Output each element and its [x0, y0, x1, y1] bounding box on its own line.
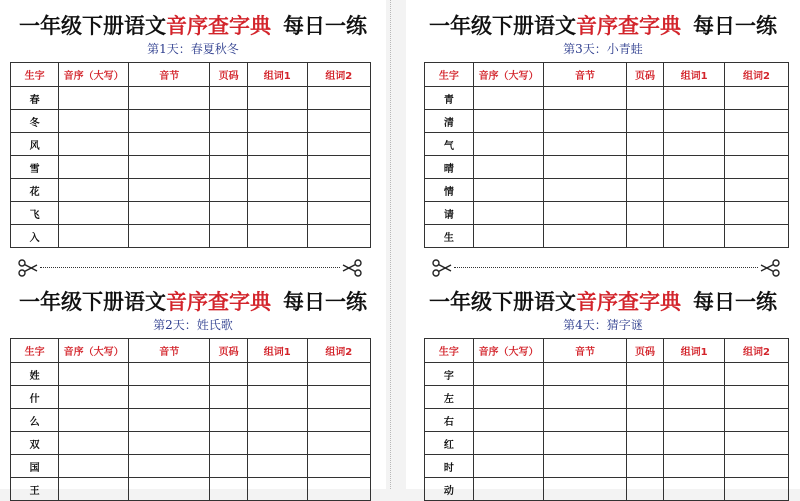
answer-cell[interactable]: [247, 156, 307, 179]
answer-cell[interactable]: [664, 179, 724, 202]
answer-cell[interactable]: [210, 202, 247, 225]
answer-cell[interactable]: [626, 110, 664, 133]
answer-cell[interactable]: [307, 110, 370, 133]
character-cell: 王: [11, 478, 59, 501]
answer-cell[interactable]: [473, 432, 544, 455]
table-row: [425, 409, 789, 432]
answer-cell[interactable]: [59, 110, 129, 133]
answer-cell[interactable]: [626, 179, 664, 202]
column-header: 页码: [210, 63, 247, 87]
answer-cell[interactable]: [664, 110, 724, 133]
answer-cell[interactable]: [59, 202, 129, 225]
answer-cell[interactable]: [473, 133, 544, 156]
answer-cell[interactable]: [473, 363, 544, 386]
character-cell: 飞: [11, 202, 59, 225]
column-header: 页码: [626, 339, 664, 363]
column-header: 音节: [129, 63, 210, 87]
answer-cell[interactable]: [544, 156, 626, 179]
table-row: [11, 363, 371, 386]
answer-cell[interactable]: [473, 179, 544, 202]
worksheet-subtitle: 第4天：猜字谜: [563, 318, 643, 332]
title-highlight: 音序查字典: [166, 13, 271, 38]
column-header: 生字: [11, 63, 59, 87]
answer-cell[interactable]: [724, 225, 788, 248]
table-row: [425, 110, 789, 133]
answer-cell[interactable]: [129, 455, 210, 478]
page-divider: [390, 0, 392, 489]
answer-cell[interactable]: [129, 110, 210, 133]
character-cell: 红: [425, 432, 474, 455]
table-row: [11, 225, 371, 248]
answer-cell[interactable]: [544, 478, 626, 501]
answer-cell[interactable]: [210, 156, 247, 179]
answer-cell[interactable]: [307, 386, 370, 409]
character-cell: 晴: [425, 156, 474, 179]
answer-cell[interactable]: [664, 386, 724, 409]
answer-cell[interactable]: [724, 478, 788, 501]
character-cell: 动: [425, 478, 474, 501]
answer-cell[interactable]: [664, 478, 724, 501]
answer-cell[interactable]: [247, 432, 307, 455]
title-prefix: 一年级下册语文: [19, 289, 166, 314]
answer-cell[interactable]: [544, 409, 626, 432]
answer-cell[interactable]: [473, 156, 544, 179]
answer-cell[interactable]: [129, 363, 210, 386]
title-prefix: 一年级下册语文: [429, 13, 576, 38]
answer-cell[interactable]: [626, 478, 664, 501]
character-cell: 冬: [11, 110, 59, 133]
table-row: [425, 179, 789, 202]
answer-cell[interactable]: [59, 363, 129, 386]
character-cell: 国: [11, 455, 59, 478]
answer-cell[interactable]: [210, 363, 247, 386]
column-header: 生字: [11, 339, 59, 363]
column-header: 组词2: [307, 339, 370, 363]
answer-cell[interactable]: [473, 87, 544, 110]
title-suffix: 每日一练: [693, 13, 777, 38]
answer-cell[interactable]: [247, 133, 307, 156]
answer-cell[interactable]: [247, 110, 307, 133]
answer-cell[interactable]: [544, 455, 626, 478]
answer-cell[interactable]: [544, 87, 626, 110]
table-row: [425, 386, 789, 409]
answer-cell[interactable]: [247, 386, 307, 409]
answer-cell[interactable]: [129, 386, 210, 409]
character-cell: 春: [11, 87, 59, 110]
worksheet-page-right: [406, 0, 800, 497]
answer-cell[interactable]: [247, 179, 307, 202]
answer-cell[interactable]: [664, 363, 724, 386]
answer-cell[interactable]: [724, 87, 788, 110]
column-header: 音序（大写）: [59, 339, 129, 363]
answer-cell[interactable]: [473, 455, 544, 478]
column-header: 组词2: [724, 339, 788, 363]
worksheet-title: [406, 286, 800, 316]
worksheet-table: [10, 62, 371, 248]
answer-cell[interactable]: [544, 133, 626, 156]
answer-cell[interactable]: [473, 202, 544, 225]
cut-line: [18, 258, 362, 278]
column-header: 生字: [425, 63, 474, 87]
answer-cell[interactable]: [247, 363, 307, 386]
answer-cell[interactable]: [626, 202, 664, 225]
column-header: 页码: [626, 63, 664, 87]
title-suffix: 每日一练: [283, 289, 367, 314]
answer-cell[interactable]: [307, 409, 370, 432]
table-row: [11, 110, 371, 133]
answer-cell[interactable]: [247, 225, 307, 248]
answer-cell[interactable]: [59, 179, 129, 202]
answer-cell[interactable]: [307, 202, 370, 225]
answer-cell[interactable]: [544, 110, 626, 133]
table-row: [11, 409, 371, 432]
answer-cell[interactable]: [59, 156, 129, 179]
character-cell: 右: [425, 409, 474, 432]
answer-cell[interactable]: [544, 386, 626, 409]
answer-cell[interactable]: [544, 225, 626, 248]
answer-cell[interactable]: [544, 432, 626, 455]
answer-cell[interactable]: [210, 87, 247, 110]
answer-cell[interactable]: [210, 386, 247, 409]
answer-cell[interactable]: [59, 432, 129, 455]
table-row: [11, 432, 371, 455]
scissors-icon: [432, 258, 452, 278]
answer-cell[interactable]: [544, 179, 626, 202]
character-cell: 花: [11, 179, 59, 202]
answer-cell[interactable]: [473, 409, 544, 432]
answer-cell[interactable]: [210, 409, 247, 432]
title-suffix: 每日一练: [283, 13, 367, 38]
answer-cell[interactable]: [307, 225, 370, 248]
title-prefix: 一年级下册语文: [429, 289, 576, 314]
column-header: 音节: [129, 339, 210, 363]
answer-cell[interactable]: [307, 432, 370, 455]
answer-cell[interactable]: [59, 478, 129, 501]
answer-cell[interactable]: [664, 455, 724, 478]
answer-cell[interactable]: [210, 133, 247, 156]
answer-cell[interactable]: [626, 455, 664, 478]
character-cell: 气: [425, 133, 474, 156]
answer-cell[interactable]: [626, 225, 664, 248]
answer-cell[interactable]: [664, 202, 724, 225]
character-cell: 姓: [11, 363, 59, 386]
answer-cell[interactable]: [307, 179, 370, 202]
table-row: [425, 432, 789, 455]
scissors-icon: [760, 258, 780, 278]
answer-cell[interactable]: [473, 386, 544, 409]
answer-cell[interactable]: [210, 179, 247, 202]
worksheet-subtitle: 第3天：小青蛙: [563, 42, 643, 56]
cut-line: [432, 258, 780, 278]
answer-cell[interactable]: [210, 225, 247, 248]
answer-cell[interactable]: [247, 87, 307, 110]
column-header: 页码: [210, 339, 247, 363]
answer-cell[interactable]: [307, 156, 370, 179]
answer-cell[interactable]: [129, 432, 210, 455]
answer-cell[interactable]: [210, 110, 247, 133]
column-header: 音序（大写）: [473, 63, 544, 87]
answer-cell[interactable]: [664, 225, 724, 248]
answer-cell[interactable]: [664, 87, 724, 110]
answer-cell[interactable]: [129, 179, 210, 202]
answer-cell[interactable]: [664, 156, 724, 179]
answer-cell[interactable]: [307, 87, 370, 110]
worksheet-table: [424, 62, 789, 248]
worksheet-title: [0, 286, 386, 316]
character-cell: 么: [11, 409, 59, 432]
answer-cell[interactable]: [129, 156, 210, 179]
column-header: 音节: [544, 63, 626, 87]
column-header: 音节: [544, 339, 626, 363]
column-header: 组词2: [724, 63, 788, 87]
title-highlight: 音序查字典: [576, 13, 681, 38]
table-row: [11, 156, 371, 179]
answer-cell[interactable]: [724, 179, 788, 202]
answer-cell[interactable]: [59, 87, 129, 110]
answer-cell[interactable]: [129, 225, 210, 248]
table-row: [425, 225, 789, 248]
answer-cell[interactable]: [247, 455, 307, 478]
character-cell: 风: [11, 133, 59, 156]
column-header: 音序（大写）: [59, 63, 129, 87]
answer-cell[interactable]: [473, 110, 544, 133]
column-header: 组词1: [247, 63, 307, 87]
table-row: [11, 455, 371, 478]
answer-cell[interactable]: [724, 386, 788, 409]
character-cell: 时: [425, 455, 474, 478]
answer-cell[interactable]: [210, 455, 247, 478]
worksheet-title: [406, 10, 800, 40]
answer-cell[interactable]: [129, 478, 210, 501]
table-row: [11, 133, 371, 156]
answer-cell[interactable]: [664, 133, 724, 156]
table-row: [425, 363, 789, 386]
answer-cell[interactable]: [626, 133, 664, 156]
table-header-row: [11, 63, 371, 87]
answer-cell[interactable]: [247, 202, 307, 225]
answer-cell[interactable]: [210, 432, 247, 455]
answer-cell[interactable]: [307, 363, 370, 386]
answer-cell[interactable]: [129, 202, 210, 225]
table-row: [425, 455, 789, 478]
answer-cell[interactable]: [724, 409, 788, 432]
table-row: [11, 202, 371, 225]
table-row: [425, 202, 789, 225]
scissors-icon: [342, 258, 362, 278]
answer-cell[interactable]: [307, 133, 370, 156]
table-row: [11, 386, 371, 409]
answer-cell[interactable]: [724, 156, 788, 179]
answer-cell[interactable]: [724, 455, 788, 478]
table-header-row: [11, 339, 371, 363]
worksheet-subtitle: 第1天：春夏秋冬: [147, 42, 239, 56]
column-header: 组词1: [664, 63, 724, 87]
character-cell: 入: [11, 225, 59, 248]
answer-cell[interactable]: [129, 409, 210, 432]
answer-cell[interactable]: [129, 133, 210, 156]
character-cell: 请: [425, 202, 474, 225]
scissors-icon: [18, 258, 38, 278]
answer-cell[interactable]: [626, 87, 664, 110]
character-cell: 情: [425, 179, 474, 202]
worksheet-subtitle: 第2天：姓氏歌: [153, 318, 233, 332]
title-suffix: 每日一练: [693, 289, 777, 314]
answer-cell[interactable]: [59, 386, 129, 409]
column-header: 组词1: [664, 339, 724, 363]
answer-cell[interactable]: [210, 478, 247, 501]
title-highlight: 音序查字典: [166, 289, 271, 314]
table-row: [425, 133, 789, 156]
title-highlight: 音序查字典: [576, 289, 681, 314]
answer-cell[interactable]: [59, 409, 129, 432]
answer-cell[interactable]: [544, 202, 626, 225]
character-cell: 什: [11, 386, 59, 409]
table-row: [425, 478, 789, 501]
answer-cell[interactable]: [626, 156, 664, 179]
table-row: [425, 87, 789, 110]
answer-cell[interactable]: [59, 133, 129, 156]
answer-cell[interactable]: [59, 455, 129, 478]
column-header: 组词1: [247, 339, 307, 363]
answer-cell[interactable]: [473, 478, 544, 501]
character-cell: 双: [11, 432, 59, 455]
character-cell: 字: [425, 363, 474, 386]
character-cell: 生: [425, 225, 474, 248]
column-header: 组词2: [307, 63, 370, 87]
character-cell: 青: [425, 87, 474, 110]
worksheet-page-left: [0, 0, 386, 497]
column-header: 生字: [425, 339, 474, 363]
answer-cell[interactable]: [626, 432, 664, 455]
answer-cell[interactable]: [724, 363, 788, 386]
answer-cell[interactable]: [307, 478, 370, 501]
answer-cell[interactable]: [724, 110, 788, 133]
answer-cell[interactable]: [724, 133, 788, 156]
character-cell: 雪: [11, 156, 59, 179]
worksheet-table: [10, 338, 371, 501]
answer-cell[interactable]: [307, 455, 370, 478]
character-cell: 清: [425, 110, 474, 133]
column-header: 音序（大写）: [473, 339, 544, 363]
worksheet-title: [0, 10, 386, 40]
worksheet-table: [424, 338, 789, 501]
title-prefix: 一年级下册语文: [19, 13, 166, 38]
answer-cell[interactable]: [664, 432, 724, 455]
answer-cell[interactable]: [626, 386, 664, 409]
answer-cell[interactable]: [544, 363, 626, 386]
answer-cell[interactable]: [59, 225, 129, 248]
answer-cell[interactable]: [247, 409, 307, 432]
answer-cell[interactable]: [129, 87, 210, 110]
table-header-row: [425, 339, 789, 363]
answer-cell[interactable]: [247, 478, 307, 501]
table-row: [11, 179, 371, 202]
answer-cell[interactable]: [724, 202, 788, 225]
table-header-row: [425, 63, 789, 87]
answer-cell[interactable]: [664, 409, 724, 432]
character-cell: 左: [425, 386, 474, 409]
table-row: [425, 156, 789, 179]
answer-cell[interactable]: [724, 432, 788, 455]
answer-cell[interactable]: [626, 409, 664, 432]
table-row: [11, 478, 371, 501]
table-row: [11, 87, 371, 110]
answer-cell[interactable]: [473, 225, 544, 248]
answer-cell[interactable]: [626, 363, 664, 386]
